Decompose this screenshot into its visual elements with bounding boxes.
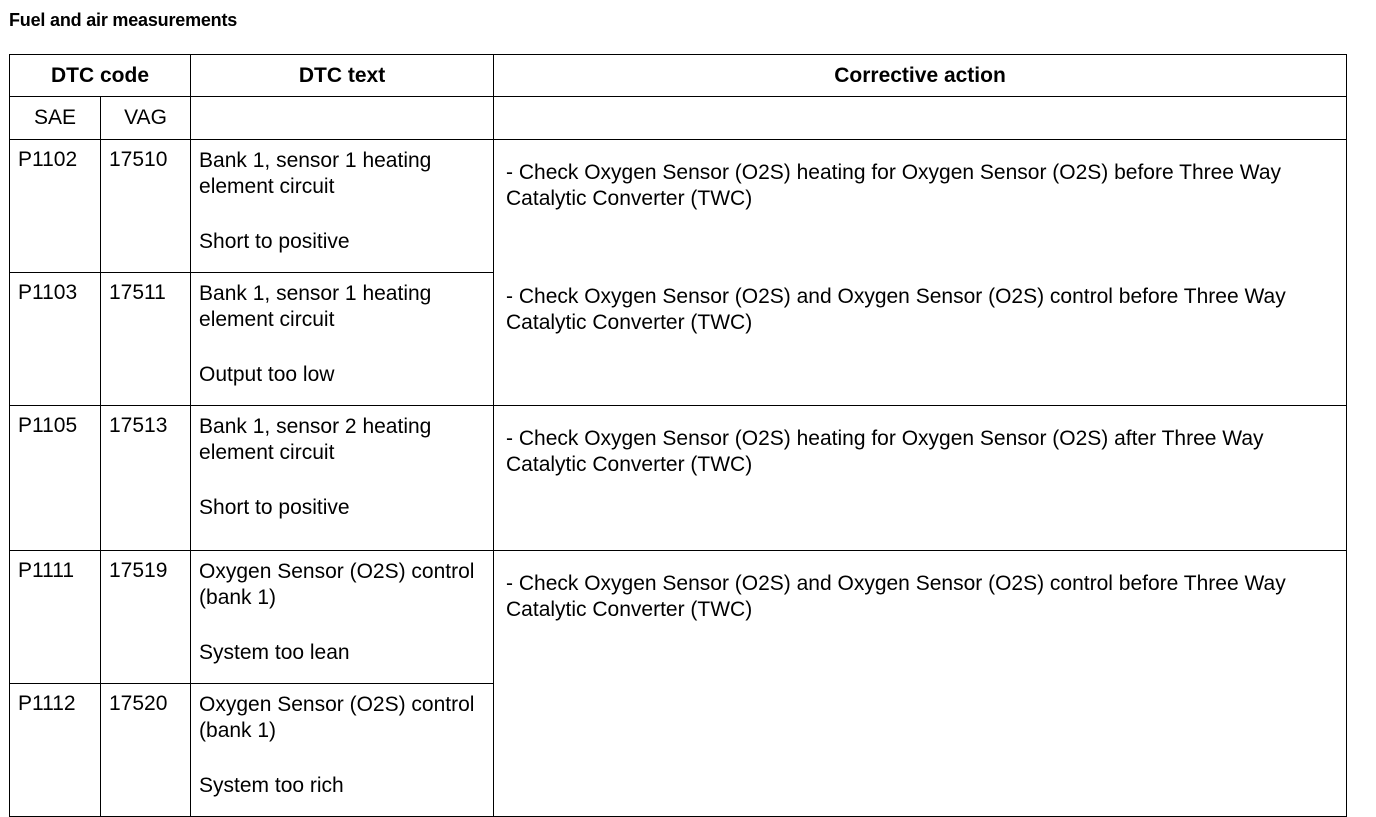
dtc-text-condition: Output too low (199, 363, 335, 386)
corrective-action-item: - Check Oxygen Sensor (O2S) and Oxygen Sensor (O2S) control before Three Way Catalytic Converter (TWC) (506, 285, 1286, 334)
dtc-text-description: Oxygen Sensor (O2S) control (bank 1) (199, 693, 475, 742)
table-row (10, 551, 1347, 684)
vag-code: 17519 (101, 551, 191, 684)
dtc-text (191, 684, 494, 817)
table-row (10, 406, 1347, 551)
corrective-action (494, 140, 1347, 406)
dtc-text-condition: Short to positive (199, 496, 350, 519)
corrective-action-item: - Check Oxygen Sensor (O2S) and Oxygen Sensor (O2S) control before Three Way Catalytic Converter (TWC) (506, 572, 1286, 621)
sae-code: P1111 (10, 551, 101, 684)
subheader-sae: SAE (10, 97, 101, 140)
dtc-text-condition: System too lean (199, 641, 350, 664)
subheader-vag: VAG (101, 97, 191, 140)
header-dtc-text: DTC text (191, 55, 494, 97)
table-row (10, 140, 1347, 273)
dtc-text-description: Bank 1, sensor 2 heating element circuit (199, 415, 432, 464)
dtc-text (191, 140, 494, 273)
header-dtc-code: DTC code (10, 55, 191, 97)
dtc-text (191, 406, 494, 551)
vag-code: 17513 (101, 406, 191, 551)
vag-code: 17520 (101, 684, 191, 817)
subheader-empty-action (494, 97, 1347, 140)
sae-code: P1102 (10, 140, 101, 273)
dtc-text-description: Bank 1, sensor 1 heating element circuit (199, 149, 432, 198)
corrective-action (494, 406, 1347, 551)
dtc-text (191, 551, 494, 684)
corrective-action-item: - Check Oxygen Sensor (O2S) heating for Oxygen Sensor (O2S) after Three Way Catalytic Converter (TWC) (506, 427, 1264, 476)
dtc-text (191, 273, 494, 406)
corrective-action (494, 551, 1347, 817)
dtc-table (9, 54, 1347, 817)
header-corrective-action: Corrective action (494, 55, 1347, 97)
sae-code: P1112 (10, 684, 101, 817)
dtc-text-description: Oxygen Sensor (O2S) control (bank 1) (199, 560, 475, 609)
dtc-text-description: Bank 1, sensor 1 heating element circuit (199, 282, 432, 331)
section-title: Fuel and air measurements (9, 10, 238, 30)
corrective-action-item: - Check Oxygen Sensor (O2S) heating for Oxygen Sensor (O2S) before Three Way Catalytic Converter (TWC) (506, 161, 1282, 210)
dtc-text-condition: System too rich (199, 774, 344, 797)
subheader-empty-text (191, 97, 494, 140)
vag-code: 17511 (101, 273, 191, 406)
sae-code: P1105 (10, 406, 101, 551)
vag-code: 17510 (101, 140, 191, 273)
sae-code: P1103 (10, 273, 101, 406)
dtc-text-condition: Short to positive (199, 230, 350, 253)
